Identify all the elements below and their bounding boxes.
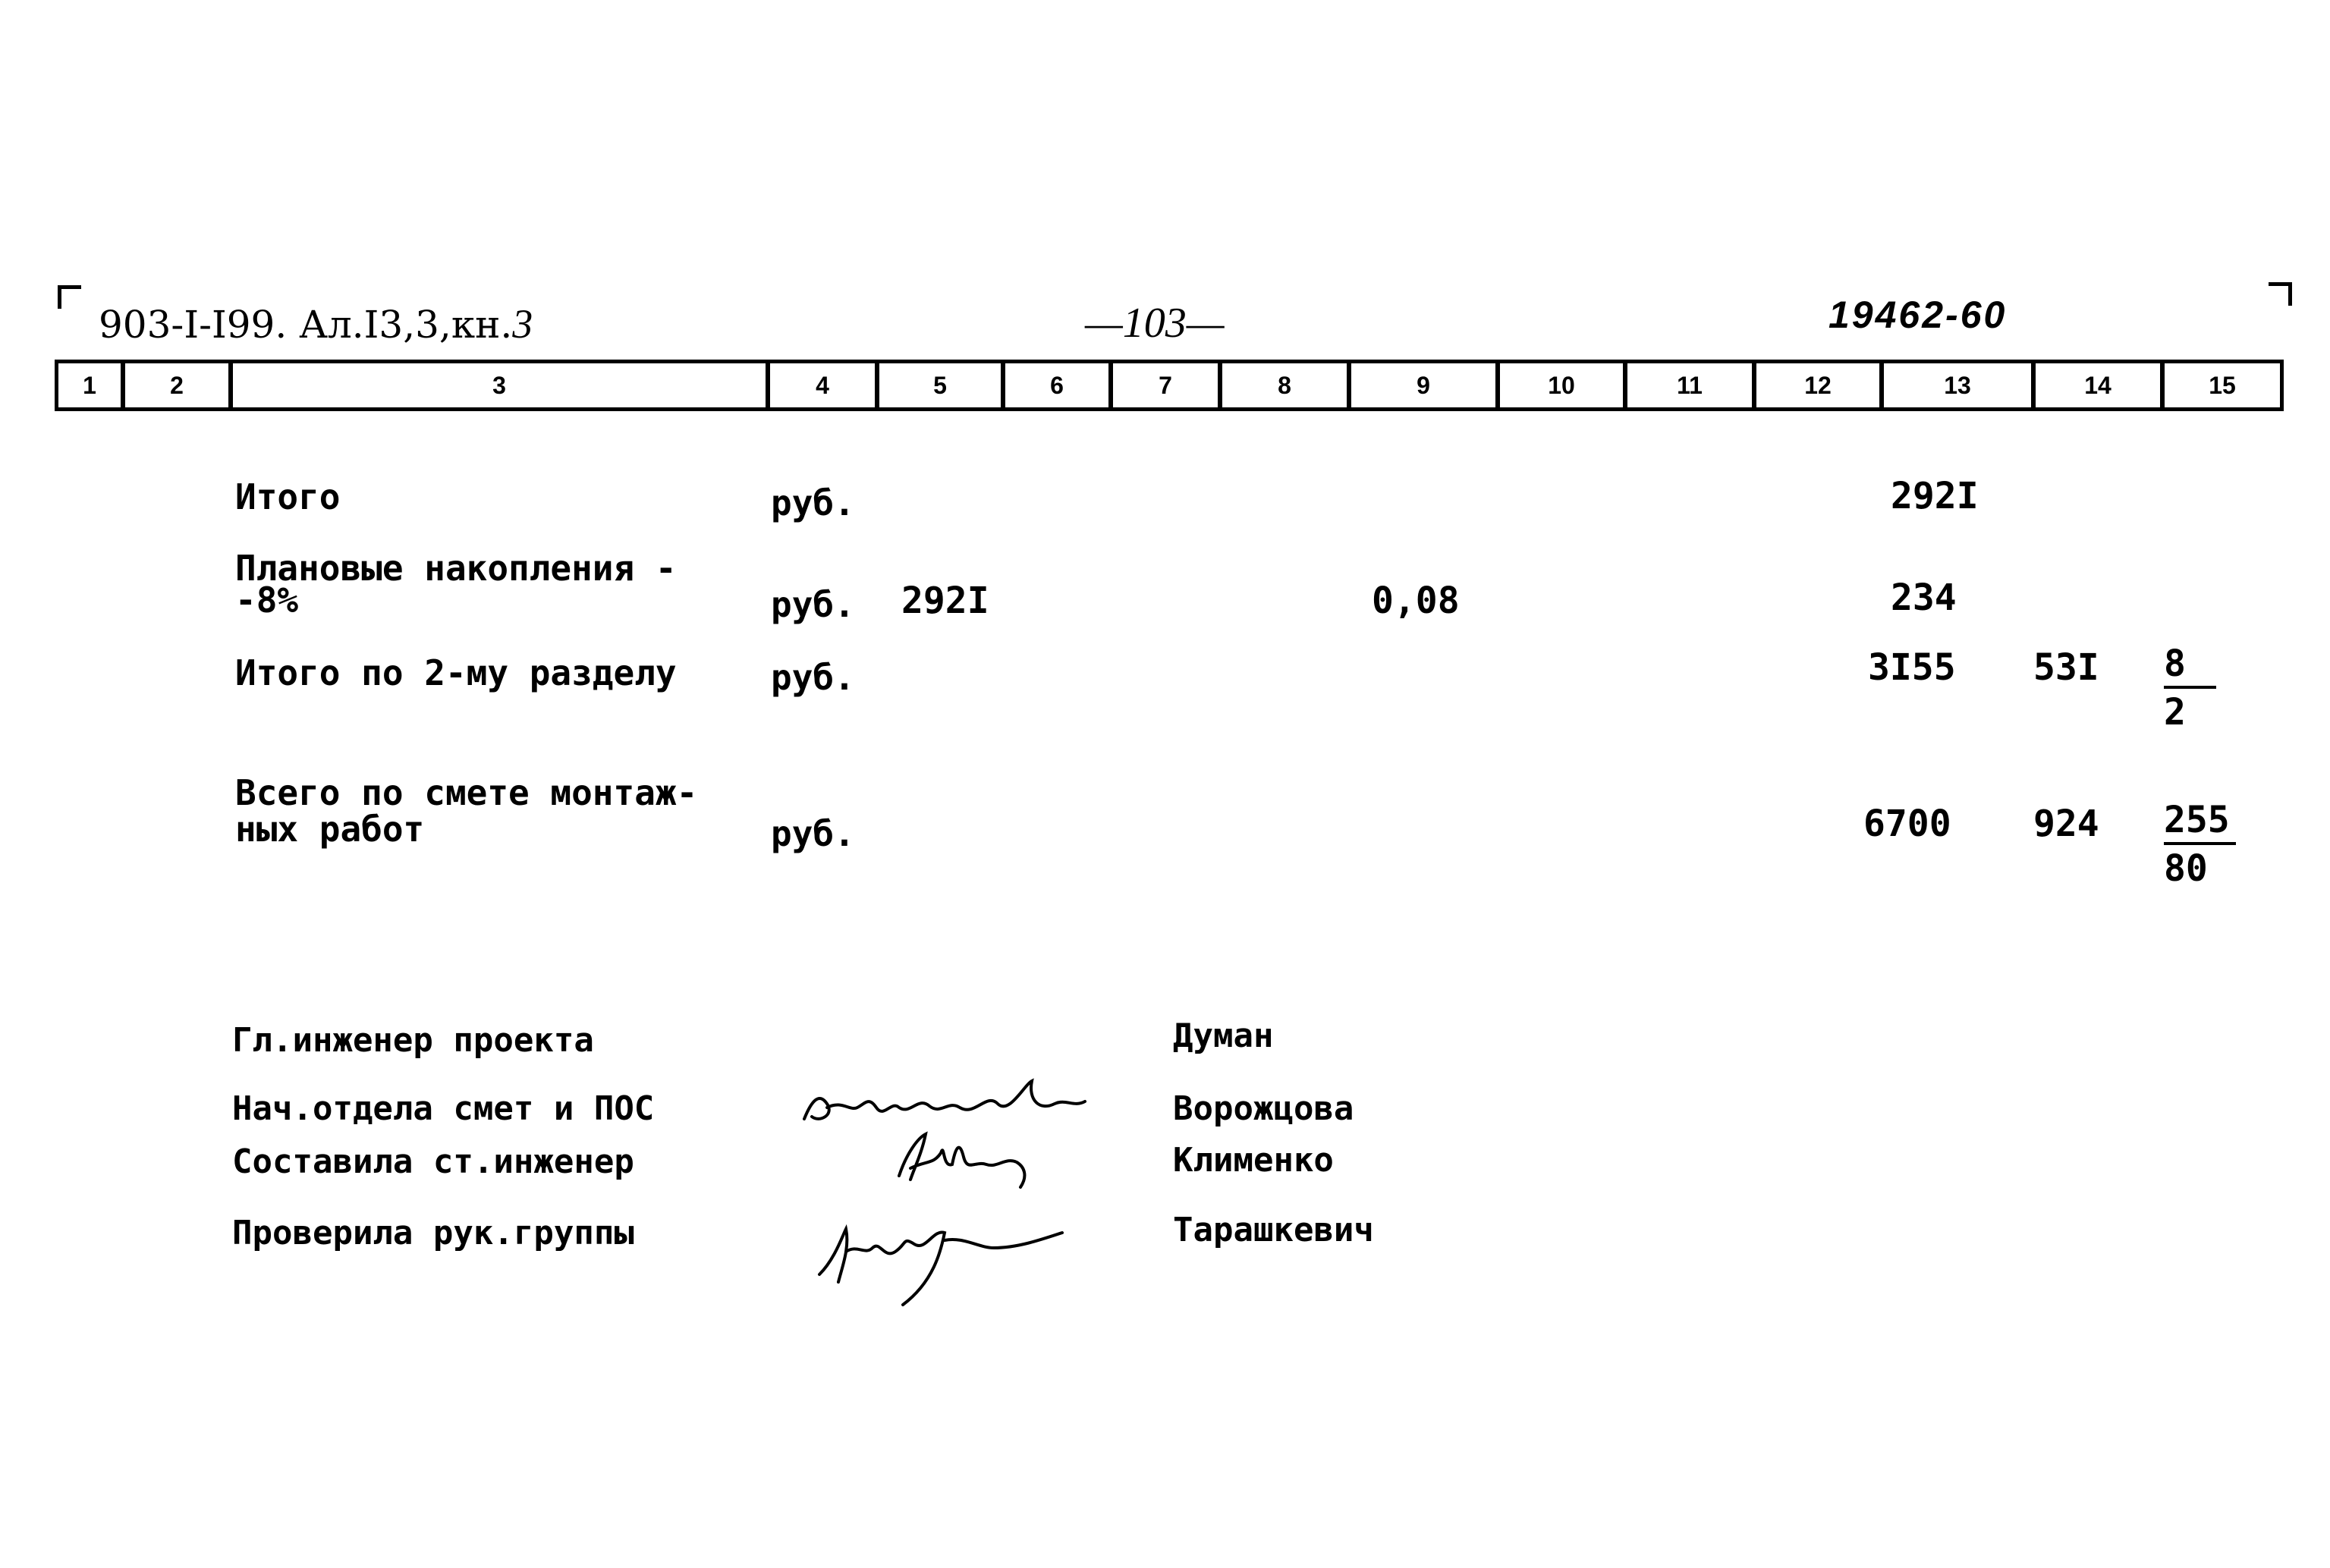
signature-role: Проверила рук.группы <box>232 1214 634 1252</box>
cell-col13: 3I55 <box>1868 646 1956 689</box>
document-number: 19462-60 <box>1828 294 2008 336</box>
signature-name: Ворожцова <box>1173 1089 1354 1128</box>
document-code-text: 903-I-I99. Ал.I3,3,кн. <box>99 303 513 347</box>
column-number: 7 <box>1113 363 1222 407</box>
cell-col13: 292I <box>1891 475 1979 517</box>
cell-col13: 6700 <box>1863 803 1951 845</box>
column-number: 5 <box>879 363 1005 407</box>
row-unit: руб. <box>771 657 855 698</box>
column-number: 3 <box>233 363 770 407</box>
row-label-line1: Плановые накопления - <box>235 548 677 589</box>
row-label-line2: -8% <box>235 580 299 621</box>
column-number: 2 <box>125 363 233 407</box>
column-number: 13 <box>1884 363 2036 407</box>
signature-role: Гл.инженер проекта <box>232 1021 594 1060</box>
fraction-denominator: 2 <box>2164 691 2186 734</box>
column-number: 12 <box>1756 363 1884 407</box>
row-label-line2: ных работ <box>235 809 425 850</box>
page-number: —103— <box>1085 300 1225 347</box>
column-number: 4 <box>770 363 879 407</box>
column-number: 15 <box>2209 371 2236 399</box>
fraction-numerator: 8 <box>2164 642 2216 689</box>
row-label: Итого по 2-му разделу <box>235 652 677 693</box>
column-number: 11 <box>1627 363 1756 407</box>
signature-name: Думан <box>1173 1017 1274 1055</box>
book-number: 3 <box>512 301 533 347</box>
cell-col13: 234 <box>1891 577 1957 619</box>
signature-name: Тарашкевич <box>1173 1211 1374 1249</box>
signature-name: Клименко <box>1173 1141 1334 1180</box>
corner-mark-right <box>2269 282 2292 306</box>
cell-col9: 0,08 <box>1372 580 1460 622</box>
fraction-numerator: 255 <box>2164 798 2236 845</box>
row-unit: руб. <box>771 584 855 625</box>
cell-col14: 53I <box>2033 646 2099 689</box>
cell-col5: 292I <box>901 580 989 622</box>
signature-role: Составила ст.инженер <box>232 1142 634 1181</box>
corner-mark-left <box>58 285 81 309</box>
fraction-denominator: 80 <box>2164 847 2208 890</box>
document-code <box>99 300 533 347</box>
cell-col14: 924 <box>2033 803 2099 845</box>
cell-col15-fraction <box>2164 798 2236 892</box>
column-number: 1 <box>58 363 125 407</box>
column-number: 10 <box>1500 363 1627 407</box>
row-unit: руб. <box>771 482 855 523</box>
column-number: 14 <box>2036 363 2165 407</box>
column-number: 9 <box>1351 363 1500 407</box>
handwritten-signature <box>888 1123 1055 1199</box>
handwritten-signature <box>812 1206 1070 1320</box>
column-number-bar <box>55 360 2284 411</box>
row-unit: руб. <box>771 813 855 854</box>
signature-role: Нач.отдела смет и ПОС <box>232 1089 655 1128</box>
row-label: Итого <box>235 476 341 517</box>
cell-col15-fraction <box>2164 642 2216 736</box>
column-number: 8 <box>1222 363 1351 407</box>
column-number: 6 <box>1005 363 1113 407</box>
row-label-line1: Всего по смете монтаж- <box>235 772 698 813</box>
